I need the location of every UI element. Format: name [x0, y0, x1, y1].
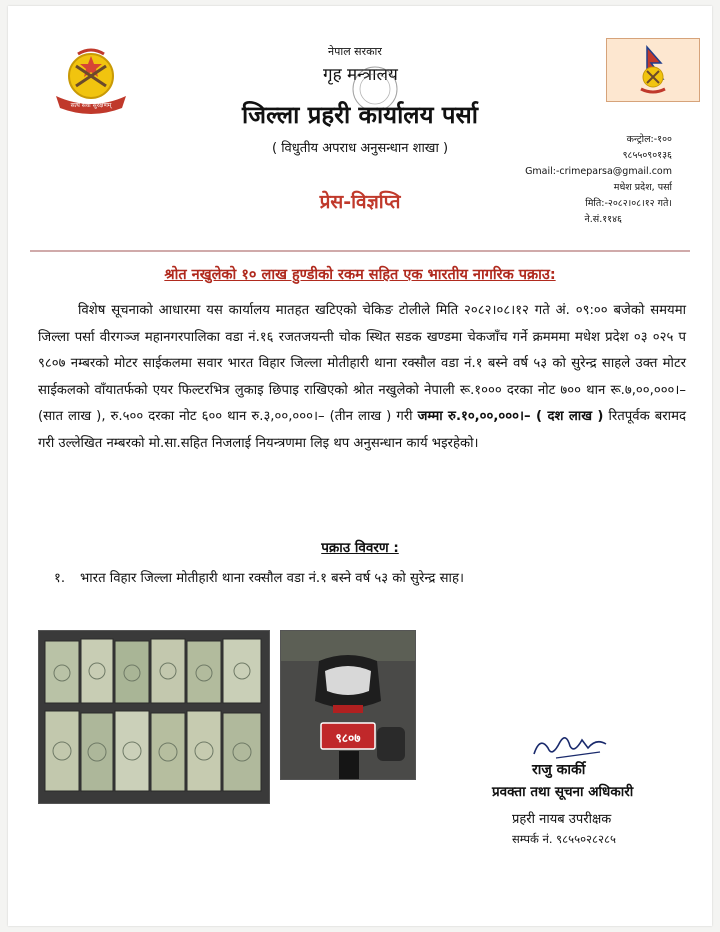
office-title: जिल्ला प्रहरी कार्यालय पर्सा	[242, 101, 478, 129]
issue-date: मिति:-२०८२।०८।१२ गते।	[585, 198, 672, 209]
branch-subtitle: ( विधुतीय अपराध अनुसन्धान शाखा )	[271, 141, 449, 156]
arrest-details-heading: पक्राउ विवरण :	[321, 540, 399, 556]
location: मधेश प्रदेश, पर्सा	[613, 182, 672, 193]
list-item	[54, 568, 464, 586]
divider	[30, 250, 690, 252]
emblem-box	[606, 38, 700, 102]
signatory-contact: सम्पर्क नं. ९८५५०२८२८५	[512, 832, 616, 846]
motorcycle-photo	[280, 630, 416, 780]
body-paragraph	[38, 298, 686, 457]
phone-number: ९८५५०९०१३६	[622, 150, 672, 161]
list-item-text: भारत विहार जिल्ला मोतीहारी थाना रक्सौल वडा नं.१ बस्ने वर्ष ५३ को सुरेन्द्र साह।	[80, 571, 464, 586]
motorcycle-image	[281, 631, 415, 779]
currency-bundles-image	[39, 631, 269, 803]
reference-number: ने.सं.११४६	[584, 214, 622, 225]
signatory-rank: प्रहरी नायब उपरीक्षक	[512, 812, 612, 827]
press-release-title: प्रेस-विज्ञप्ति	[319, 191, 401, 213]
plate-text: ९८०७	[335, 731, 361, 745]
control-number: कन्ट्रोल:-१००	[626, 134, 672, 145]
signature-image	[526, 728, 616, 762]
ministry-label: गृह मन्त्रालय	[323, 65, 398, 85]
email-address: Gmail:-crimeparsa@gmail.com	[525, 166, 672, 177]
body-text-start: विशेष सूचनाको आधारमा यस कार्यालय मातहत खटिएको चेकिङ टोलीले मिति २०८२।०८।१२ गते अं. ०९:०० बजेको समयमा जिल्ला पर्सा वीरगञ्ज महानगरपालिका वडा नं.१६ रजतजयन्ती चोक स्थित सडक खण्डमा चेकजाँच गर्ने क्रमममा मधेश प्रदेश ०३ ०२५ प ९८०७ नम्बरको मोटर साईकलमा सवार भारत विहार जिल्ला मोतीहारी थाना रक्सौल वडा नं.१ बस्ने वर्ष ५३ को सुरेन्द्र साहले उक्त मोटर साईकलको वाँयातर्फको एयर फिल्टरभित्र लुकाइ छिपाइ राखिएको श्रोत नखुलेको नेपाली रू.१००० दरका नोट ७०० थान रू.७,००,०००।– (सात लाख ), रु.५०० दरका नोट ६०० थान रु.३,००,०००।– (तीन लाख ) गरी	[38, 303, 686, 424]
body-text-end: रितपूर्वक बरामद गरी उल्लेखित नम्बरको मो.सा.सहित निजलाई नियन्त्रणमा लिइ थप अनुसन्धान कार्य भइरहेको।	[38, 409, 686, 451]
body-total-amount: जम्मा रु.१०,००,०००।– ( दश लाख )	[417, 409, 604, 424]
government-label: नेपाल सरकार	[328, 45, 382, 58]
flag-emblem-icon	[607, 39, 699, 101]
cash-photo	[38, 630, 270, 804]
press-release-page	[8, 6, 712, 926]
svg-text:सत्य सेवा सुरक्षणम्: सत्य सेवा सुरक्षणम्	[70, 102, 112, 109]
headline: श्रोत नखुलेको १० लाख हुण्डीको रकम सहित एक भारतीय नागरिक पक्राउ:	[164, 267, 556, 283]
signatory-title: प्रवक्ता तथा सूचना अधिकारी	[492, 784, 634, 800]
signatory-name: राजु कार्की	[532, 762, 586, 778]
list-item-number: १.	[54, 571, 66, 586]
